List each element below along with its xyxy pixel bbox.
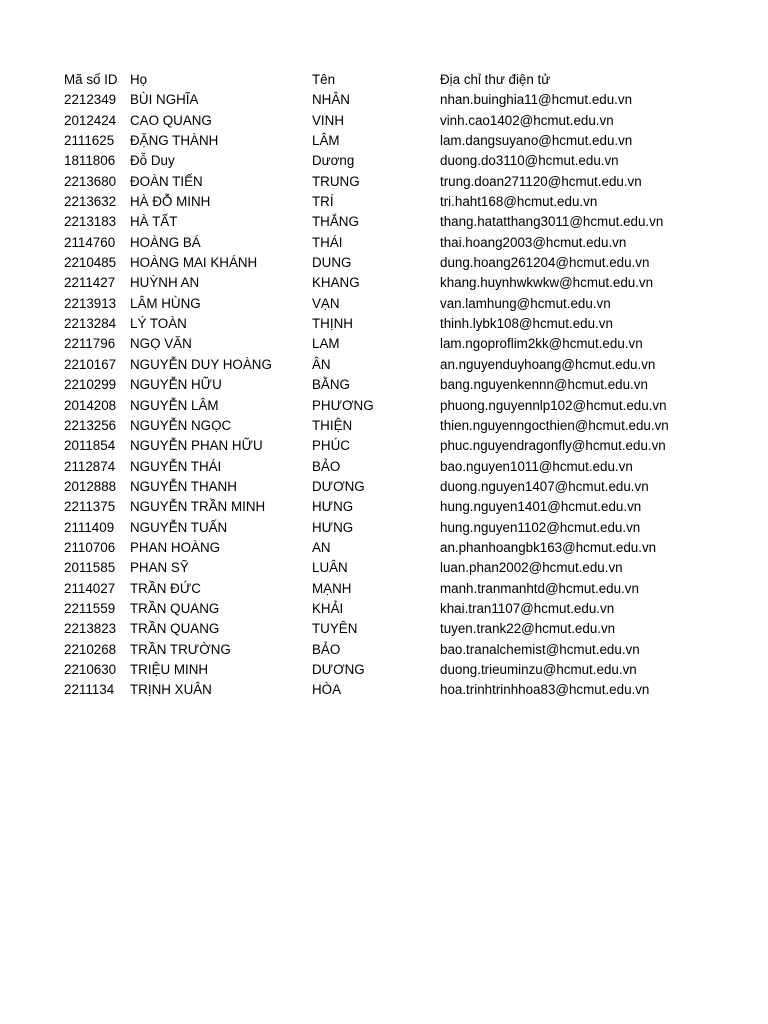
cell-email: hung.nguyen1401@hcmut.edu.vn <box>440 499 642 515</box>
student-list-sheet <box>64 70 754 701</box>
cell-last-name: HOÀNG MAI KHÁNH <box>130 255 258 271</box>
cell-first-name: HÒA <box>312 682 342 698</box>
cell-last-name: ĐẶNG THÀNH <box>130 133 219 149</box>
cell-student-id: 2112874 <box>64 458 116 474</box>
cell-last-name: NGUYỄN LÂM <box>130 397 219 413</box>
cell-email: thien.nguyenngocthien@hcmut.edu.vn <box>440 417 669 433</box>
cell-student-id: 2211134 <box>64 682 115 698</box>
table-row <box>64 538 754 558</box>
cell-student-id: 2213284 <box>64 316 117 332</box>
table-row <box>64 233 754 253</box>
cell-last-name: NGUYỄN TRẦN MINH <box>130 499 266 515</box>
cell-last-name: TRẦN ĐỨC <box>130 580 201 596</box>
cell-last-name: LÂM HÙNG <box>130 295 201 311</box>
cell-student-id: 2110706 <box>64 539 116 555</box>
cell-student-id: 1811806 <box>64 153 116 169</box>
cell-email: thang.hatatthang3011@hcmut.edu.vn <box>440 214 664 230</box>
cell-email: phuong.nguyennlp102@hcmut.edu.vn <box>440 397 667 413</box>
cell-first-name: THỊNH <box>312 316 353 332</box>
cell-first-name: BẢO <box>312 641 341 657</box>
cell-first-name: BẢO <box>312 458 341 474</box>
cell-email: van.lamhung@hcmut.edu.vn <box>440 295 611 311</box>
cell-email: thai.hoang2003@hcmut.edu.vn <box>440 234 627 250</box>
cell-student-id: 2213183 <box>64 214 117 230</box>
header-first-name: Tên <box>312 72 336 87</box>
cell-first-name: KHANG <box>312 275 360 291</box>
cell-first-name: KHẢI <box>312 600 344 616</box>
table-row <box>64 172 754 192</box>
cell-first-name: THẮNG <box>312 214 359 230</box>
cell-student-id: 2210299 <box>64 377 117 393</box>
table-row <box>64 192 754 212</box>
cell-first-name: BẰNG <box>312 377 350 393</box>
table-row <box>64 660 754 680</box>
cell-student-id: 2210630 <box>64 661 117 677</box>
table-row <box>64 579 754 599</box>
header-last-name: Họ <box>130 72 148 87</box>
cell-first-name: DƯƠNG <box>312 478 365 494</box>
table-row <box>64 212 754 232</box>
cell-last-name: TRẦN QUANG <box>130 621 220 637</box>
cell-student-id: 2211796 <box>64 336 116 352</box>
cell-first-name: DUNG <box>312 255 352 271</box>
table-row <box>64 497 754 517</box>
table-row <box>64 680 754 700</box>
cell-last-name: NGUYỄN HỮU <box>130 377 222 393</box>
cell-email: lam.ngoproflim2kk@hcmut.edu.vn <box>440 336 643 352</box>
cell-email: lam.dangsuyano@hcmut.edu.vn <box>440 133 633 149</box>
cell-last-name: ĐOÀN TIẾN <box>130 173 203 189</box>
cell-student-id: 2211559 <box>64 600 116 616</box>
cell-student-id: 2210485 <box>64 255 117 271</box>
table-row <box>64 294 754 314</box>
table-row <box>64 518 754 538</box>
cell-first-name: THÁI <box>312 234 343 250</box>
cell-first-name: LÂM <box>312 133 340 149</box>
cell-student-id: 2011585 <box>64 560 116 576</box>
cell-last-name: HÀ TẤT <box>130 214 178 230</box>
cell-student-id: 2114027 <box>64 580 116 596</box>
cell-first-name: HƯNG <box>312 519 354 535</box>
cell-email: an.phanhoangbk163@hcmut.edu.vn <box>440 539 657 555</box>
table-body <box>64 90 754 700</box>
cell-student-id: 2213256 <box>64 417 117 433</box>
table-row <box>64 457 754 477</box>
cell-student-id: 2213632 <box>64 194 117 210</box>
cell-email: bang.nguyenkennn@hcmut.edu.vn <box>440 377 648 393</box>
cell-first-name: Dương <box>312 153 355 169</box>
cell-last-name: NGUYỄN TUẤN <box>130 519 228 535</box>
cell-student-id: 2114760 <box>64 234 116 250</box>
cell-last-name: NGUYỄN DUY HOÀNG <box>130 356 272 372</box>
cell-last-name: PHAN SỸ <box>130 560 189 576</box>
cell-first-name: TRUNG <box>312 173 360 189</box>
cell-last-name: TRẦN QUANG <box>130 600 220 616</box>
cell-email: duong.trieuminzu@hcmut.edu.vn <box>440 661 637 677</box>
cell-first-name: DƯƠNG <box>312 661 365 677</box>
cell-email: duong.do3110@hcmut.edu.vn <box>440 153 619 169</box>
cell-last-name: PHAN HOÀNG <box>130 539 221 555</box>
cell-email: khai.tran1107@hcmut.edu.vn <box>440 600 615 616</box>
cell-last-name: HUỲNH AN <box>130 275 200 291</box>
cell-first-name: LUÂN <box>312 560 348 576</box>
cell-first-name: LAM <box>312 336 340 352</box>
cell-email: phuc.nguyendragonfly@hcmut.edu.vn <box>440 438 666 454</box>
student-table <box>64 70 754 701</box>
table-row <box>64 314 754 334</box>
table-row <box>64 151 754 171</box>
cell-first-name: HƯNG <box>312 499 354 515</box>
table-row <box>64 477 754 497</box>
header-email: Địa chỉ thư điện tử <box>440 72 551 87</box>
cell-first-name: TUYÊN <box>312 621 358 637</box>
cell-first-name: PHÚC <box>312 438 350 454</box>
cell-first-name: THIỆN <box>312 417 353 433</box>
table-row <box>64 253 754 273</box>
cell-student-id: 2211427 <box>64 275 116 291</box>
cell-last-name: TRỊNH XUÂN <box>130 682 212 698</box>
cell-last-name: NGUYỄN THANH <box>130 478 237 494</box>
table-row <box>64 131 754 151</box>
table-row <box>64 436 754 456</box>
cell-last-name: TRẦN TRƯỜNG <box>130 641 231 657</box>
cell-last-name: HÀ ĐỖ MINH <box>130 194 211 210</box>
cell-first-name: ÂN <box>312 356 331 372</box>
table-row <box>64 90 754 110</box>
cell-first-name: VINH <box>312 112 344 128</box>
cell-last-name: NGUYỄN THÁI <box>130 458 222 474</box>
cell-email: an.nguyenduyhoang@hcmut.edu.vn <box>440 356 656 372</box>
cell-last-name: CAO QUANG <box>130 112 212 128</box>
cell-first-name: AN <box>312 539 331 555</box>
table-row <box>64 111 754 131</box>
cell-email: tri.haht168@hcmut.edu.vn <box>440 194 598 210</box>
cell-first-name: PHƯƠNG <box>312 397 374 413</box>
table-row <box>64 558 754 578</box>
cell-email: thinh.lybk108@hcmut.edu.vn <box>440 316 613 332</box>
table-row <box>64 273 754 293</box>
table-row <box>64 599 754 619</box>
cell-email: manh.tranmanhtd@hcmut.edu.vn <box>440 580 639 596</box>
cell-first-name: VẠN <box>312 295 340 311</box>
table-row <box>64 355 754 375</box>
cell-first-name: NHÂN <box>312 92 350 108</box>
cell-student-id: 2012888 <box>64 478 117 494</box>
cell-last-name: NGUYỄN PHAN HỮU <box>130 438 263 454</box>
cell-student-id: 2011854 <box>64 438 116 454</box>
cell-email: dung.hoang261204@hcmut.edu.vn <box>440 255 650 271</box>
cell-last-name: LÝ TOÀN <box>130 316 187 332</box>
cell-email: bao.nguyen1011@hcmut.edu.vn <box>440 458 633 474</box>
cell-last-name: TRIỆU MINH <box>130 661 209 677</box>
cell-email: hoa.trinhtrinhhoa83@hcmut.edu.vn <box>440 682 650 698</box>
cell-student-id: 2111409 <box>64 519 115 535</box>
cell-student-id: 2210268 <box>64 641 117 657</box>
cell-student-id: 2213823 <box>64 621 117 637</box>
cell-email: nhan.buinghia11@hcmut.edu.vn <box>440 92 633 108</box>
cell-student-id: 2211375 <box>64 499 116 515</box>
cell-email: khang.huynhwkwkw@hcmut.edu.vn <box>440 275 654 291</box>
table-row <box>64 375 754 395</box>
cell-first-name: TRÍ <box>312 194 334 210</box>
cell-student-id: 2210167 <box>64 356 117 372</box>
cell-email: trung.doan271120@hcmut.edu.vn <box>440 173 642 189</box>
cell-student-id: 2012424 <box>64 112 117 128</box>
cell-student-id: 2111625 <box>64 133 115 149</box>
cell-student-id: 2014208 <box>64 397 117 413</box>
cell-email: luan.phan2002@hcmut.edu.vn <box>440 560 623 576</box>
table-row <box>64 334 754 354</box>
cell-last-name: BÙI NGHĨA <box>130 92 199 108</box>
table-row <box>64 640 754 660</box>
cell-last-name: NGUYỄN NGỌC <box>130 417 232 433</box>
cell-student-id: 2212349 <box>64 92 117 108</box>
cell-email: duong.nguyen1407@hcmut.edu.vn <box>440 478 649 494</box>
cell-first-name: MẠNH <box>312 580 352 596</box>
cell-student-id: 2213913 <box>64 295 117 311</box>
header-student-id: Mã số ID <box>64 72 118 87</box>
cell-last-name: Đỗ Duy <box>130 153 175 169</box>
cell-email: hung.nguyen1102@hcmut.edu.vn <box>440 519 641 535</box>
table-row <box>64 416 754 436</box>
table-row <box>64 619 754 639</box>
table-row <box>64 396 754 416</box>
cell-last-name: NGỌ VĂN <box>130 336 192 352</box>
cell-email: tuyen.trank22@hcmut.edu.vn <box>440 621 616 637</box>
cell-student-id: 2213680 <box>64 173 117 189</box>
cell-email: bao.tranalchemist@hcmut.edu.vn <box>440 641 640 657</box>
table-header-row <box>64 70 754 90</box>
cell-email: vinh.cao1402@hcmut.edu.vn <box>440 112 614 128</box>
cell-last-name: HOÀNG BÁ <box>130 234 201 250</box>
